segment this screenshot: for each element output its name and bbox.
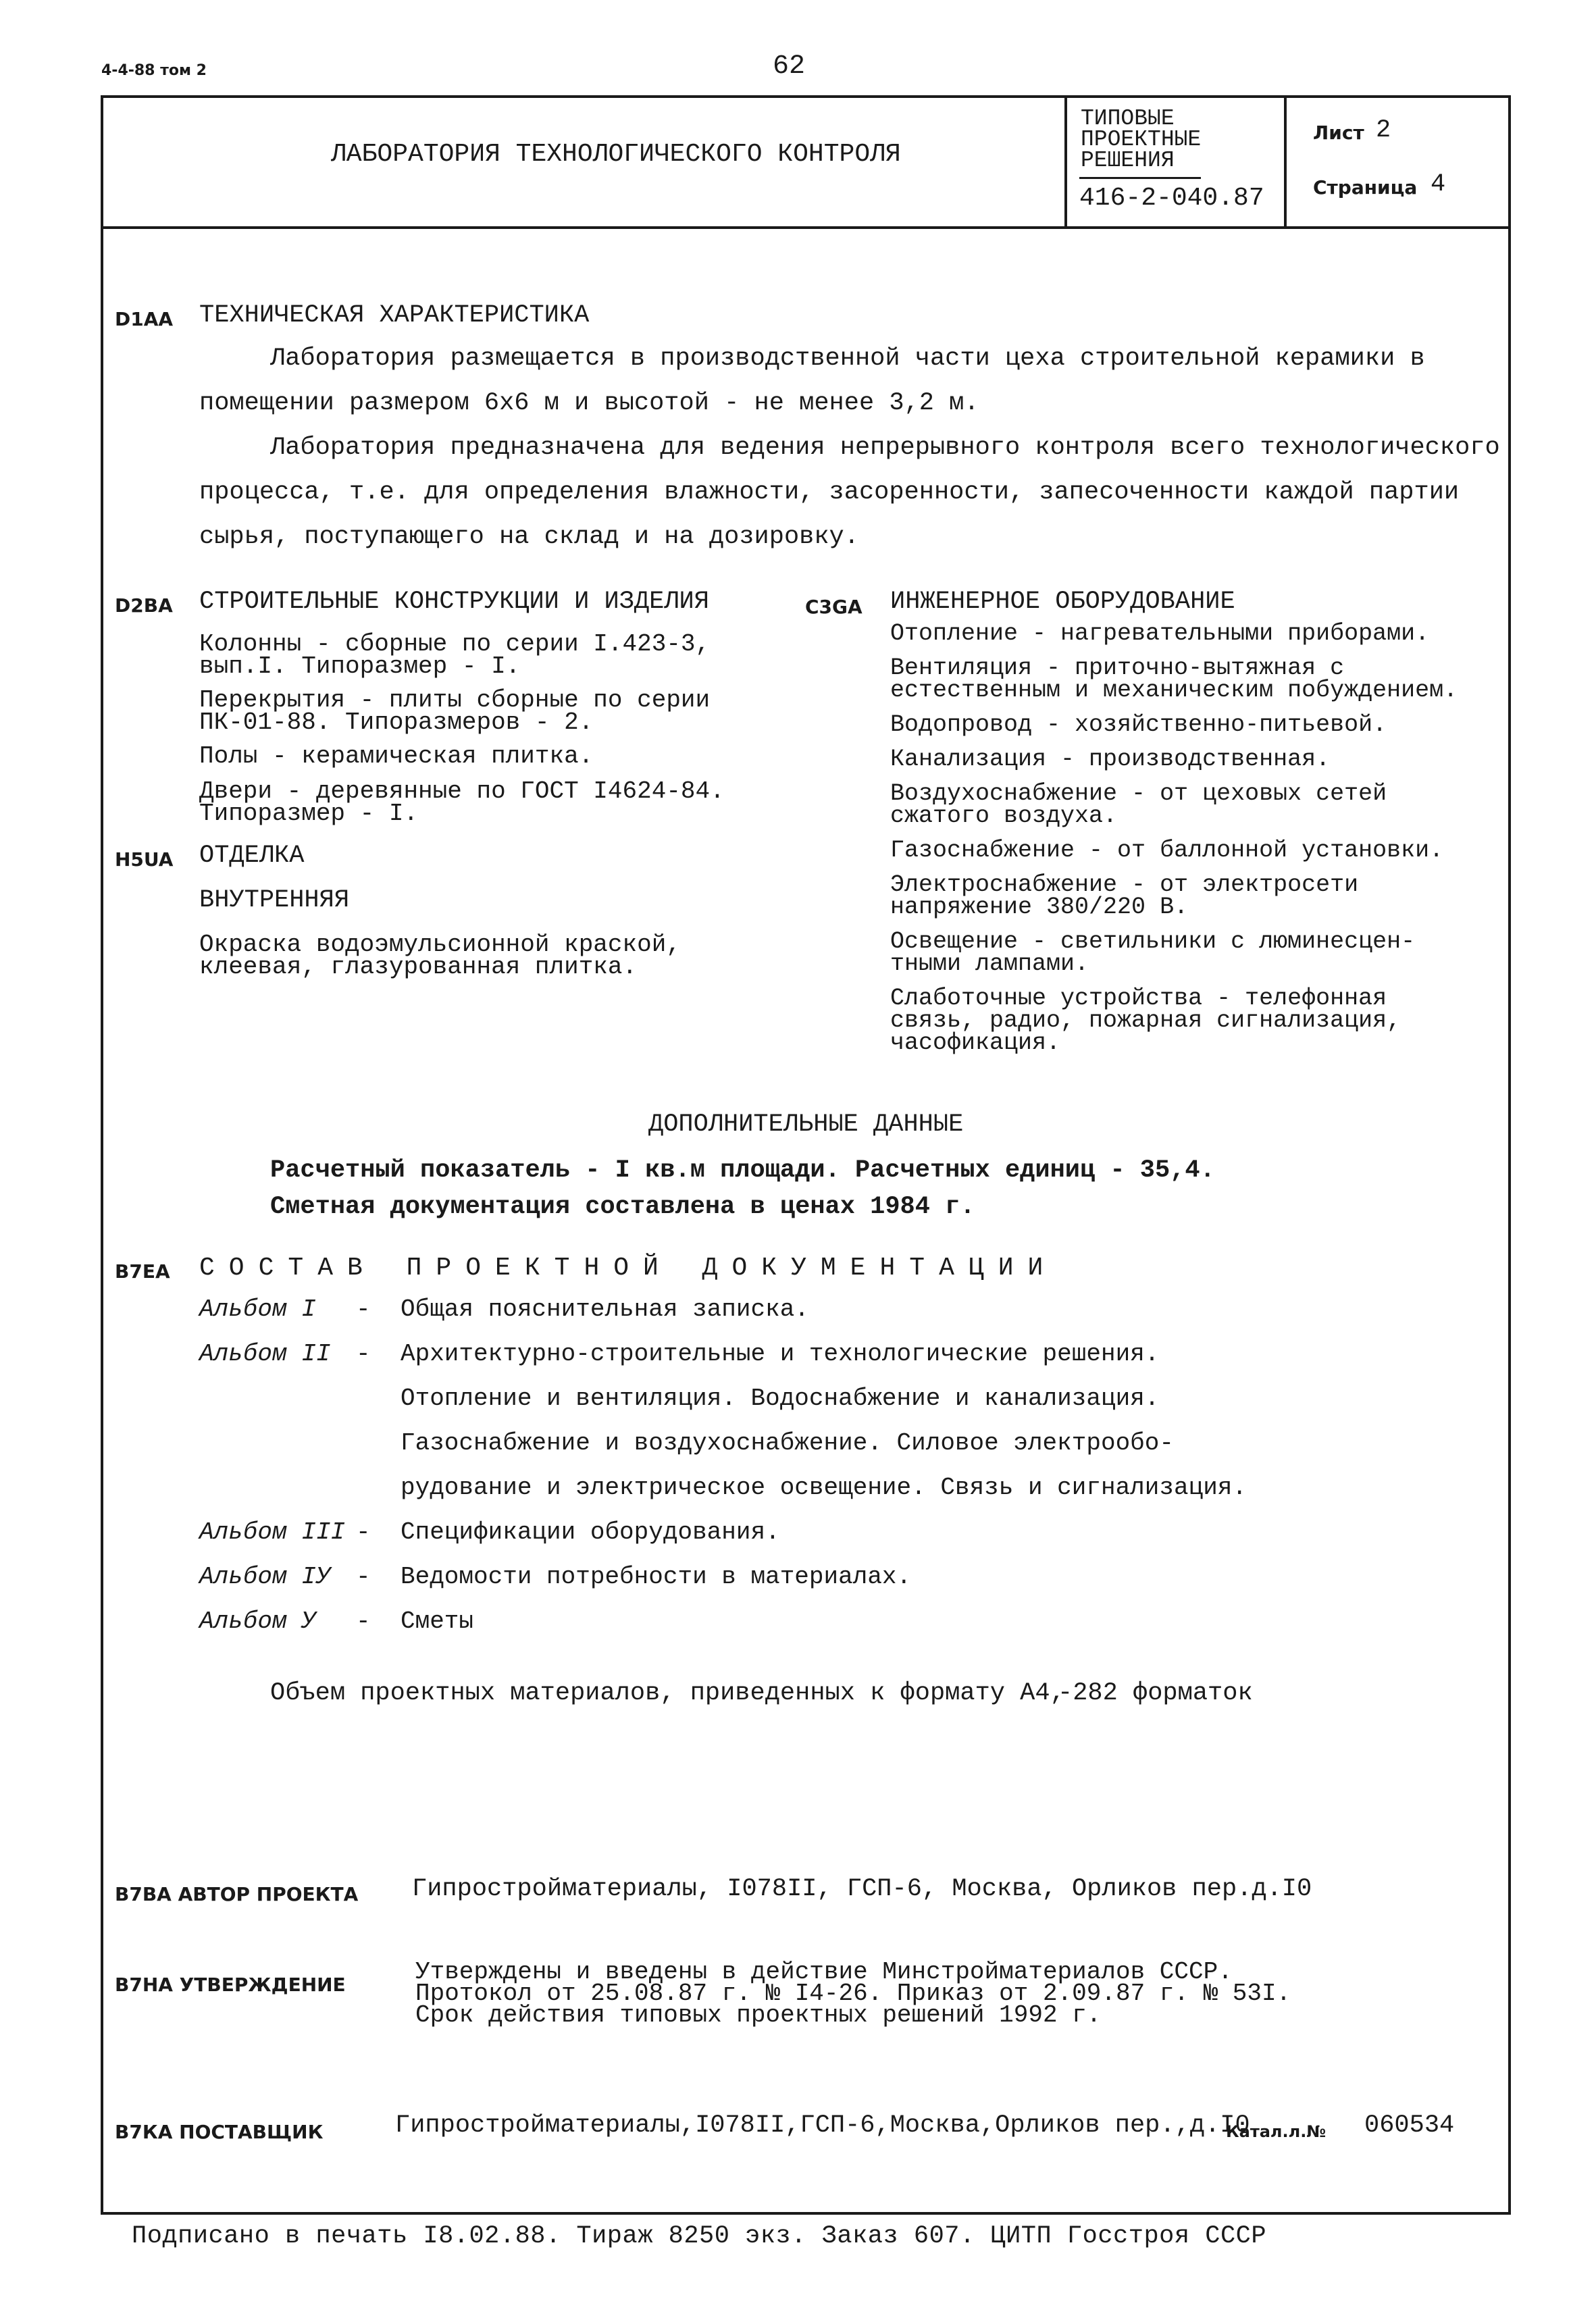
- typical-label-line-1: ТИПОВЫЕ: [1081, 106, 1175, 131]
- additional-line-1: Расчетный показатель - I кв.м площади. Расчетных единиц - 35,4.: [270, 1156, 1215, 1185]
- album-name: Альбом II: [199, 1340, 331, 1368]
- album-description: Общая пояснительная записка.: [401, 1295, 809, 1323]
- typical-label-underline: [1079, 177, 1201, 179]
- tech-code: D1AA: [115, 308, 174, 330]
- constructions-item-2-l2: ПК-01-88. Типоразмеров - 2.: [199, 709, 594, 736]
- composition-heading: СОСТАВ ПРОЕКТНОЙ ДОКУМЕНТАЦИИ: [199, 1254, 1058, 1283]
- author-label: В7ВА АВТОР ПРОЕКТА: [115, 1883, 359, 1905]
- engineering-item-water: Водопровод - хозяйственно-питьевой.: [890, 711, 1387, 738]
- footer-print-info: Подписано в печать I8.02.88. Тираж 8250 экз. Заказ 607. ЦИТП Госстроя СССР: [132, 2222, 1267, 2251]
- engineering-heading: ИНЖЕНЕРНОЕ ОБОРУДОВАНИЕ: [890, 588, 1235, 616]
- author-text: Гипростройматериалы, I078II, ГСП-6, Москва, Орликов пер.д.I0: [412, 1875, 1312, 1903]
- constructions-item-1: [199, 630, 711, 680]
- finishing-subheading: ВНУТРЕННЯЯ: [199, 886, 350, 915]
- tech-p2-line3: сырья, поступающего на склад и на дозировку.: [199, 523, 859, 551]
- catalog-value: 060534: [1364, 2111, 1455, 2140]
- constructions-item-1-l2: вып.I. Типоразмер - I.: [199, 652, 521, 680]
- finishing-text-l1: Окраска водоэмульсионной краской,: [199, 931, 681, 958]
- finishing-text: [199, 931, 681, 981]
- album-row: [199, 1518, 1347, 1563]
- constructions-item-4-l1: Двери - деревянные по ГОСТ I4624-84.: [199, 777, 725, 805]
- typical-label-line-3: РЕШЕНИЯ: [1081, 148, 1175, 173]
- constructions-item-2-l1: Перекрытия - плиты сборные по серии: [199, 686, 711, 714]
- sheet-value: 2: [1376, 116, 1391, 145]
- engineering-item-ventilation-l1: Вентиляция - приточно-вытяжная с: [890, 654, 1345, 682]
- constructions-heading: СТРОИТЕЛЬНЫЕ КОНСТРУКЦИИ И ИЗДЕЛИЯ: [199, 588, 709, 616]
- constructions-code: D2BA: [115, 594, 173, 617]
- approval-line-3: Срок действия типовых проектных решений 1992 г.: [415, 2001, 1102, 2029]
- header-divider: [101, 226, 1511, 229]
- engineering-item-air-l1: Воздухоснабжение - от цеховых сетей: [890, 780, 1387, 807]
- engineering-item-lowcurrent-l1: Слаботочные устройства - телефонная: [890, 985, 1387, 1012]
- album-row: [199, 1474, 1347, 1518]
- album-dash: -: [356, 1295, 371, 1323]
- typical-label: [1081, 108, 1201, 171]
- album-dash: -: [356, 1518, 371, 1546]
- page-title: ЛАБОРАТОРИЯ ТЕХНОЛОГИЧЕСКОГО КОНТРОЛЯ: [331, 140, 901, 169]
- header-vdivider-2: [1284, 95, 1287, 229]
- album-dash: -: [356, 1563, 371, 1591]
- engineering-item-heating: Отопление - нагревательными приборами.: [890, 620, 1430, 647]
- typical-label-line-2: ПРОЕКТНЫЕ: [1081, 127, 1202, 152]
- project-code: 416-2-040.87: [1079, 184, 1264, 213]
- supplier-label: В7КА ПОСТАВЩИК: [115, 2121, 324, 2143]
- finishing-text-l2: клеевая, глазурованная плитка.: [199, 953, 638, 981]
- constructions-item-2: [199, 686, 711, 736]
- engineering-list: [890, 620, 1458, 1056]
- album-description: Сметы: [401, 1608, 474, 1635]
- page-number: 62: [773, 51, 806, 82]
- engineering-item-ventilation-l2: естественным и механическим побуждением.: [890, 677, 1458, 704]
- album-row: [199, 1429, 1347, 1474]
- album-description: Архитектурно-строительные и технологические решения.: [401, 1340, 1160, 1368]
- tech-p1-line2: помещении размером 6х6 м и высотой - не менее 3,2 м.: [199, 389, 979, 417]
- engineering-item-air-l2: сжатого воздуха.: [890, 802, 1118, 829]
- tech-p2-line1: Лаборатория предназначена для ведения непрерывного контроля всего технологического: [270, 434, 1500, 462]
- album-name: Альбом У: [199, 1608, 316, 1635]
- finishing-heading: ОТДЕЛКА: [199, 842, 305, 870]
- album-dash: -: [356, 1608, 371, 1635]
- album-name: Альбом I: [199, 1295, 316, 1323]
- album-row: [199, 1295, 1347, 1340]
- album-description: Отопление и вентиляция. Водоснабжение и канализация.: [401, 1385, 1160, 1412]
- engineering-item-gas: Газоснабжение - от баллонной установки.: [890, 837, 1444, 864]
- engineering-item-lighting-l1: Освещение - светильники с люминесцен-: [890, 928, 1416, 955]
- album-row: [199, 1563, 1347, 1608]
- album-description: Спецификации оборудования.: [401, 1518, 780, 1546]
- finishing-code: H5UA: [115, 848, 174, 871]
- volume-text: Объем проектных материалов, приведенных к формату А4,: [270, 1679, 1065, 1707]
- sheet-label: Лист: [1313, 122, 1364, 144]
- approval-text: [415, 1958, 1291, 2029]
- additional-line-2: Сметная документация составлена в ценах 1984 г.: [270, 1193, 975, 1221]
- album-list: [199, 1295, 1347, 1652]
- engineering-item-sewerage: Канализация - производственная.: [890, 746, 1331, 773]
- engineering-code: C3GA: [805, 596, 863, 618]
- engineering-item-power-l2: напряжение 380/220 В.: [890, 894, 1189, 921]
- supplier-text: Гипростройматериалы,I078II,ГСП-6,Москва,Орликов пер.,д.I0: [395, 2111, 1250, 2140]
- header-vdivider-1: [1064, 95, 1067, 229]
- catalog-label: Катал.л.№: [1226, 2122, 1327, 2141]
- album-name: Альбом III: [199, 1518, 346, 1546]
- album-description: рудование и электрическое освещение. Связь и сигнализация.: [401, 1474, 1247, 1501]
- album-dash: -: [356, 1340, 371, 1368]
- additional-heading: ДОПОЛНИТЕЛЬНЫЕ ДАННЫЕ: [648, 1110, 964, 1139]
- engineering-item-lowcurrent-l3: часофикация.: [890, 1029, 1061, 1056]
- constructions-item-4-l2: Типоразмер - I.: [199, 800, 419, 827]
- volume-value: -282 форматок: [1058, 1679, 1253, 1707]
- constructions-item-4: [199, 777, 725, 827]
- constructions-item-3: [199, 742, 594, 770]
- approval-label: В7НА УТВЕРЖДЕНИЕ: [115, 1974, 346, 1996]
- composition-code: B7EA: [115, 1260, 170, 1283]
- page-label: Страница: [1313, 176, 1418, 199]
- album-description: Газоснабжение и воздухоснабжение. Силовое электрообо-: [401, 1429, 1174, 1457]
- album-row: [199, 1608, 1347, 1652]
- series-ref: 4-4-88 том 2: [101, 62, 207, 79]
- tech-p1-line1: Лаборатория размещается в производственной части цеха строительной керамики в: [270, 344, 1425, 373]
- engineering-item-power-l1: Электроснабжение - от электросети: [890, 871, 1359, 898]
- album-row: [199, 1340, 1347, 1385]
- tech-heading: ТЕХНИЧЕСКАЯ ХАРАКТЕРИСТИКА: [199, 301, 590, 330]
- engineering-item-lowcurrent-l2: связь, радио, пожарная сигнализация,: [890, 1007, 1401, 1034]
- page-value: 4: [1431, 170, 1446, 199]
- album-name: Альбом IУ: [199, 1563, 331, 1591]
- approval-line-2: Протокол от 25.08.87 г. № I4-26. Приказ от 2.09.87 г. № 53I.: [415, 1980, 1291, 2007]
- engineering-item-lighting-l2: тными лампами.: [890, 950, 1089, 977]
- constructions-item-1-l1: Колонны - сборные по серии I.423-3,: [199, 630, 711, 658]
- album-row: [199, 1385, 1347, 1429]
- constructions-item-3-l1: Полы - керамическая плитка.: [199, 742, 594, 770]
- tech-p2-line2: процесса, т.е. для определения влажности, засоренности, запесоченности каждой партии: [199, 478, 1460, 507]
- album-description: Ведомости потребности в материалах.: [401, 1563, 912, 1591]
- approval-line-1: Утверждены и введены в действие Минстройматериалов СССР.: [415, 1958, 1233, 1986]
